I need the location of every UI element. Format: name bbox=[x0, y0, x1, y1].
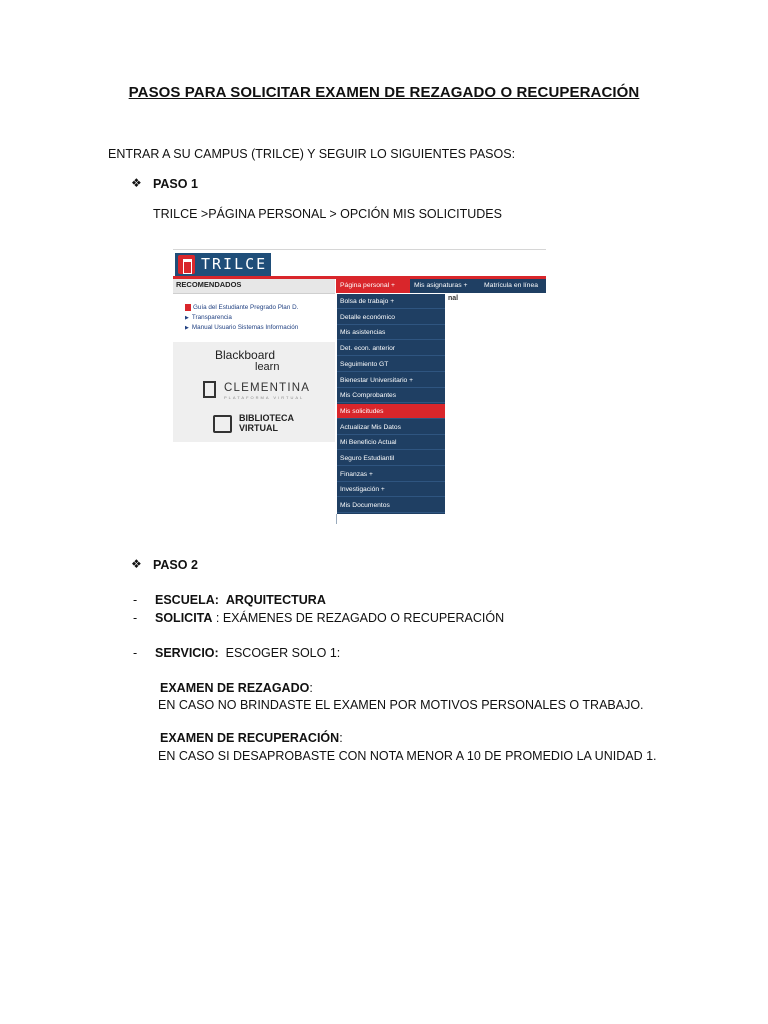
servicio-value: ESCOGER SOLO 1: bbox=[225, 646, 341, 660]
servicio-line bbox=[155, 646, 340, 660]
solicita-dash: - bbox=[133, 611, 138, 625]
menu-item-finanzas[interactable]: Finanzas + bbox=[337, 467, 445, 482]
menu-item-detalle-economico[interactable]: Detalle económico bbox=[337, 310, 445, 325]
nav-matricula[interactable]: Matrícula en línea bbox=[480, 279, 546, 293]
recomendados-header bbox=[173, 279, 335, 294]
menu-item-mis-asistencias[interactable]: Mis asistencias bbox=[337, 325, 445, 340]
recuperacion-description: EN CASO SI DESAPROBASTE CON NOTA MENOR A 10 DE PROMEDIO LA UNIDAD 1. bbox=[158, 749, 657, 763]
biblioteca-logo[interactable]: BIBLIOTECA VIRTUAL bbox=[239, 413, 294, 433]
servicio-label: SERVICIO: bbox=[155, 646, 219, 660]
menu-item-mis-solicitudes[interactable]: Mis solicitudes bbox=[337, 404, 445, 419]
blackboard-logo-text[interactable]: Blackboard bbox=[215, 348, 276, 362]
menu-item-actualizar-datos[interactable]: Actualizar Mis Datos bbox=[337, 420, 445, 435]
rezagado-description: EN CASO NO BRINDASTE EL EXAMEN POR MOTIVOS PERSONALES O TRABAJO. bbox=[158, 698, 644, 712]
menu-item-mi-beneficio[interactable]: Mi Beneficio Actual bbox=[337, 435, 445, 450]
paso1-label: PASO 1 bbox=[153, 177, 198, 191]
link-guia-estudiante[interactable]: Guía del Estudiante Pregrado Plan D. bbox=[185, 304, 298, 311]
escuela-line bbox=[155, 593, 326, 607]
dropdown-edge bbox=[336, 514, 337, 524]
link-manual-usuario[interactable]: ▶ Manual Usuario Sistemas Información bbox=[185, 324, 299, 331]
recomendados-label: RECOMENDADOS bbox=[176, 280, 242, 289]
rezagado-heading: EXAMEN DE REZAGADO: bbox=[160, 681, 313, 695]
escuela-value: ARQUITECTURA bbox=[225, 593, 326, 607]
platform-logos bbox=[173, 342, 335, 442]
paso1-bullet-icon: ❖ bbox=[131, 176, 142, 190]
escuela-label: ESCUELA: bbox=[155, 593, 219, 607]
rezagado-title: EXAMEN DE REZAGADO bbox=[160, 681, 310, 695]
trilce-emblem-icon bbox=[178, 255, 195, 274]
clementina-subtitle: PLATAFORMA VIRTUAL bbox=[224, 395, 305, 400]
menu-item-seguro-estudiantil[interactable]: Seguro Estudiantil bbox=[337, 451, 445, 466]
menu-item-investigacion[interactable]: Investigación + bbox=[337, 482, 445, 497]
document-title: PASOS PARA SOLICITAR EXAMEN DE REZAGADO O RECUPERACIÓN bbox=[128, 84, 640, 101]
triangle-bullet-icon: ▶ bbox=[185, 325, 189, 331]
screenshot-top-border bbox=[173, 249, 546, 250]
menu-item-seguimiento-gt[interactable]: Seguimiento GT bbox=[337, 357, 445, 372]
menu-item-det-econ-anterior[interactable]: Det. econ. anterior bbox=[337, 341, 445, 356]
recuperacion-heading: EXAMEN DE RECUPERACIÓN: bbox=[160, 731, 343, 745]
paso1-path: TRILCE >PÁGINA PERSONAL > OPCIÓN MIS SOLICITUDES bbox=[153, 207, 502, 221]
solicita-value: : EXÁMENES DE REZAGADO O RECUPERACIÓN bbox=[215, 611, 505, 625]
escuela-dash: - bbox=[133, 593, 138, 607]
menu-item-mis-documentos[interactable]: Mis Documentos bbox=[337, 498, 445, 513]
servicio-dash: - bbox=[133, 646, 138, 660]
menu-item-bolsa-trabajo[interactable]: Bolsa de trabajo + bbox=[337, 294, 445, 309]
link-transparencia[interactable]: ▶ Transparencia bbox=[185, 314, 232, 321]
triangle-bullet-icon: ▶ bbox=[185, 315, 189, 321]
menu-item-mis-comprobantes[interactable]: Mis Comprobantes bbox=[337, 388, 445, 403]
trilce-logo bbox=[175, 253, 271, 276]
hidden-content-fragment: nal bbox=[448, 295, 459, 302]
pdf-icon bbox=[185, 304, 191, 311]
solicita-line bbox=[155, 611, 504, 625]
solicita-label: SOLICITA bbox=[155, 611, 213, 625]
recomendados-links bbox=[173, 294, 335, 342]
blackboard-learn-text: learn bbox=[255, 361, 280, 373]
pagina-personal-dropdown bbox=[337, 294, 445, 514]
paso2-label: PASO 2 bbox=[153, 558, 198, 572]
clementina-icon bbox=[203, 381, 216, 398]
menu-item-bienestar[interactable]: Bienestar Universitario + bbox=[337, 373, 445, 388]
book-icon bbox=[213, 415, 232, 433]
clementina-logo-text[interactable]: CLEMENTINA bbox=[224, 382, 311, 394]
nav-pagina-personal[interactable]: Página personal + bbox=[336, 279, 410, 293]
trilce-logo-text: TRILCE bbox=[201, 255, 268, 273]
paso2-bullet-icon: ❖ bbox=[131, 557, 142, 571]
intro-text: ENTRAR A SU CAMPUS (TRILCE) Y SEGUIR LO SIGUIENTES PASOS: bbox=[108, 147, 516, 161]
recuperacion-title: EXAMEN DE RECUPERACIÓN bbox=[160, 731, 340, 745]
nav-mis-asignaturas[interactable]: Mis asignaturas + bbox=[410, 279, 480, 293]
campus-screenshot bbox=[173, 249, 546, 527]
